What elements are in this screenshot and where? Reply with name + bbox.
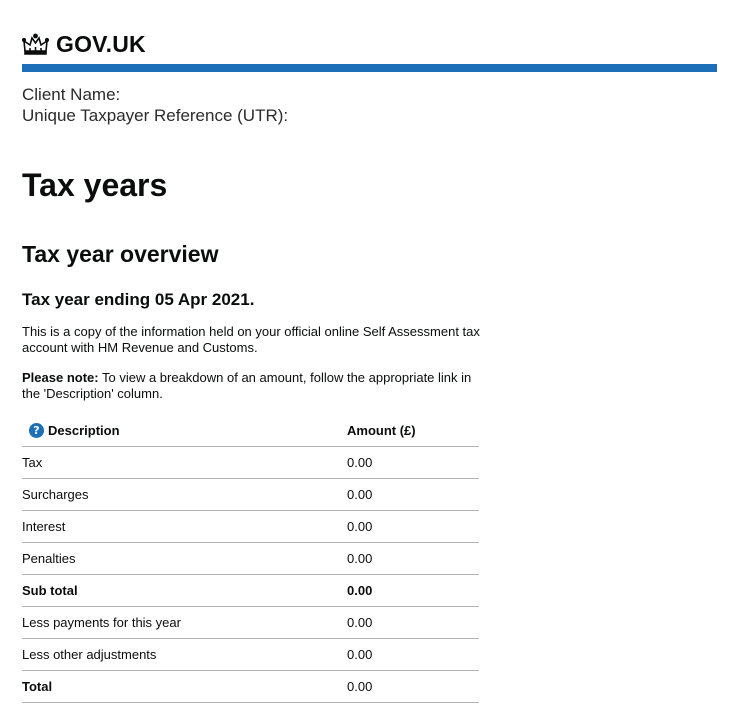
govuk-logo-text[interactable]: GOV.UK — [56, 30, 146, 57]
total-row — [22, 671, 479, 703]
subtotal-row — [22, 575, 479, 607]
table-header-row — [22, 415, 479, 447]
table-row — [22, 639, 479, 671]
row-description: Less other adjustments — [22, 639, 347, 671]
utr-label: Unique Taxpayer Reference (UTR): — [22, 106, 289, 125]
section-title: Tax year overview — [22, 241, 219, 267]
row-amount: 0.00 — [347, 447, 479, 479]
table-row — [22, 511, 479, 543]
tax-overview-table — [22, 415, 479, 703]
row-amount: 0.00 — [347, 543, 479, 575]
page-title: Tax years — [22, 167, 168, 203]
help-question-icon[interactable]: ? — [29, 423, 44, 438]
row-amount: 0.00 — [347, 479, 479, 511]
description-header-label: Description — [48, 423, 120, 438]
table-row — [22, 607, 479, 639]
crown-icon — [22, 32, 49, 56]
row-amount: 0.00 — [347, 575, 479, 607]
row-description: Surcharges — [22, 479, 347, 511]
row-description: Tax — [22, 447, 347, 479]
client-details — [22, 84, 288, 126]
row-description: Total — [22, 671, 347, 703]
row-description: Penalties — [22, 543, 347, 575]
intro-paragraph: This is a copy of the information held on your official online Self Assessment tax account with HM Revenue and Customs. — [22, 324, 480, 355]
row-description: Less payments for this year — [22, 607, 347, 639]
row-amount: 0.00 — [347, 607, 479, 639]
row-description: Sub total — [22, 575, 347, 607]
row-description: Interest — [22, 511, 347, 543]
row-amount: 0.00 — [347, 639, 479, 671]
table-row — [22, 447, 479, 479]
row-amount: 0.00 — [347, 511, 479, 543]
note-label: Please note: — [22, 370, 99, 385]
note-paragraph — [22, 370, 492, 401]
amount-header: Amount (£) — [347, 415, 479, 447]
table-row — [22, 543, 479, 575]
note-text: To view a breakdown of an amount, follow the appropriate link in the 'Description' column. — [22, 370, 472, 401]
client-name-label: Client Name: — [22, 85, 121, 104]
tax-year-heading: Tax year ending 05 Apr 2021. — [22, 290, 255, 309]
govuk-header[interactable] — [22, 29, 146, 59]
row-amount: 0.00 — [347, 671, 479, 703]
table-row — [22, 479, 479, 511]
header-blue-rule — [22, 64, 717, 72]
description-header — [22, 415, 347, 447]
